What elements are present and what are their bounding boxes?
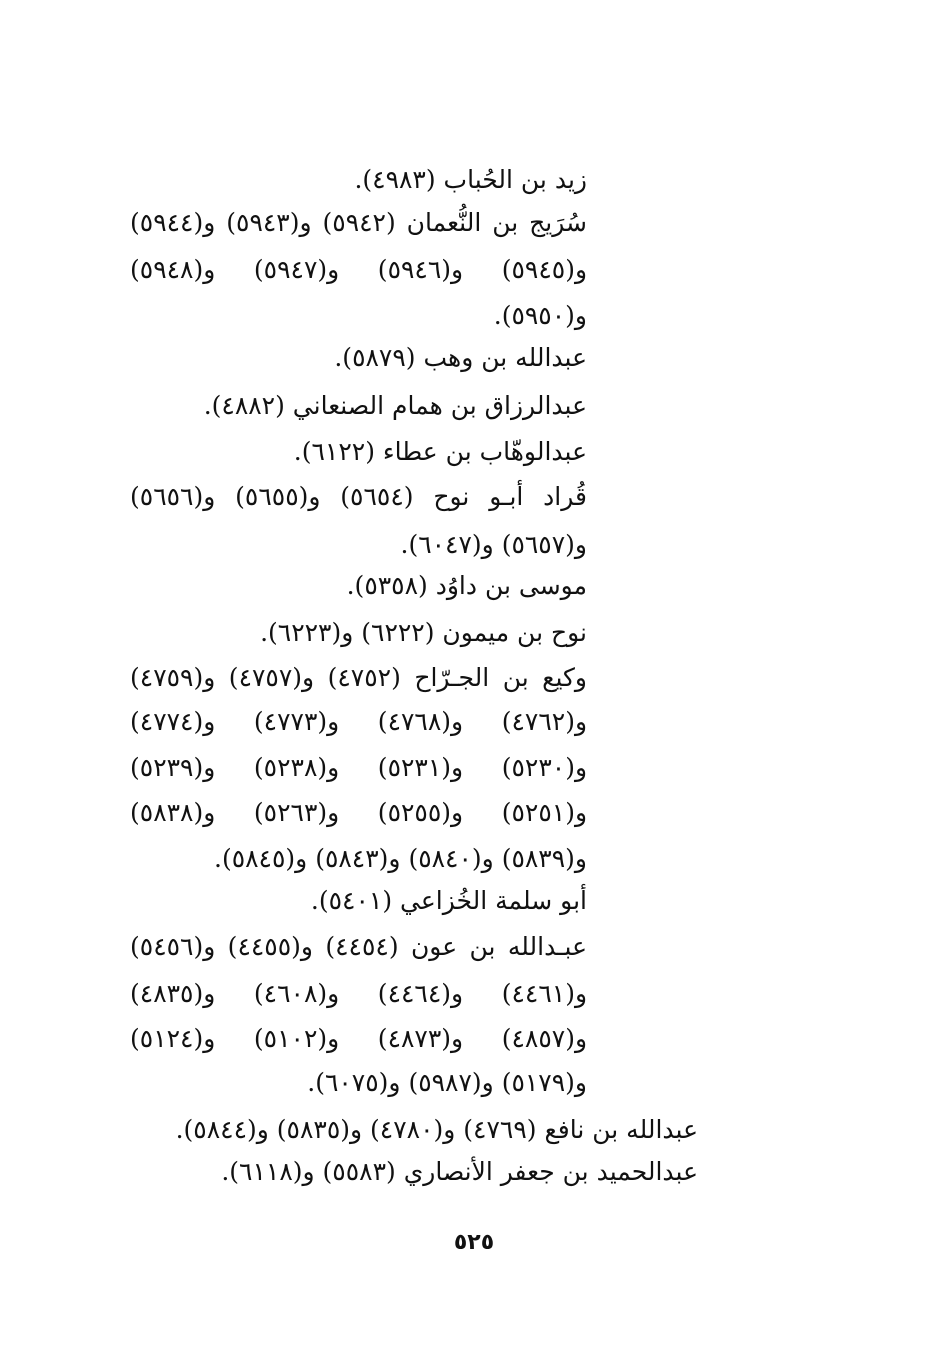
text-line: و(٥٨٣٩) و(٥٨٤٠) و(٥٨٤٣) و(٥٨٤٥). — [214, 844, 587, 873]
text-line: أبو سلمة الخُزاعي (٥٤٠١). — [310, 886, 587, 915]
text-line: عبدالله بن نافع (٤٧٦٩) و(٤٧٨٠) و(٥٨٣٥) و(٥٨٤٤). — [175, 1115, 698, 1144]
text-line: و(٥٩٤٥) و(٥٩٤٦) و(٥٩٤٧) و(٥٩٤٨) — [130, 255, 588, 284]
text-line: عبدالوهّاب بن عطاء (٦١٢٢). — [293, 437, 587, 466]
text-line: و(٥١٧٩) و(٥٩٨٧) و(٦٠٧٥). — [307, 1068, 587, 1097]
text-line: عبـدالله بن عون (٤٤٥٤) و(٤٤٥٥) و(٥٤٥٦) — [130, 932, 587, 961]
text-line: نوح بن ميمون (٦٢٢٢) و(٦٢٢٣). — [260, 618, 587, 647]
text-line: سُرَيج بن النُّعمان (٥٩٤٢) و(٥٩٤٣) و(٥٩٤٤) — [130, 208, 587, 237]
text-line: و(٥٢٥١) و(٥٢٥٥) و(٥٢٦٣) و(٥٨٣٨) — [130, 798, 588, 827]
text-line: عبدالله بن وهب (٥٨٧٩). — [334, 343, 587, 372]
text-line: زيد بن الحُباب (٤٩٨٣). — [354, 165, 587, 194]
text-line: و(٥٦٥٧) و(٦٠٤٧). — [400, 530, 587, 559]
text-line: و(٥٢٣٠) و(٥٢٣١) و(٥٢٣٨) و(٥٢٣٩) — [130, 753, 588, 782]
text-line: و(٤٨٥٧) و(٤٨٧٣) و(٥١٠٢) و(٥١٢٤) — [130, 1024, 588, 1053]
text-line: عبدالرزاق بن همام الصنعاني (٤٨٨٢). — [203, 391, 587, 420]
text-line: عبدالحميد بن جعفر الأنصاري (٥٥٨٣) و(٦١١٨). — [221, 1157, 698, 1186]
text-line: و(٤٤٦١) و(٤٤٦٤) و(٤٦٠٨) و(٤٨٣٥) — [130, 979, 588, 1008]
text-line: قُراد أبـو نوح (٥٦٥٤) و(٥٦٥٥) و(٥٦٥٦) — [130, 482, 587, 511]
text-line: موسى بن داوُد (٥٣٥٨). — [346, 571, 587, 600]
text-line: و(٥٩٥٠). — [493, 301, 587, 330]
page-number: ٥٢٥ — [453, 1230, 495, 1255]
text-line: وكيع بن الجـرّاح (٤٧٥٢) و(٤٧٥٧) و(٤٧٥٩) — [130, 663, 588, 692]
text-line: و(٤٧٦٢) و(٤٧٦٨) و(٤٧٧٣) و(٤٧٧٤) — [130, 707, 588, 736]
